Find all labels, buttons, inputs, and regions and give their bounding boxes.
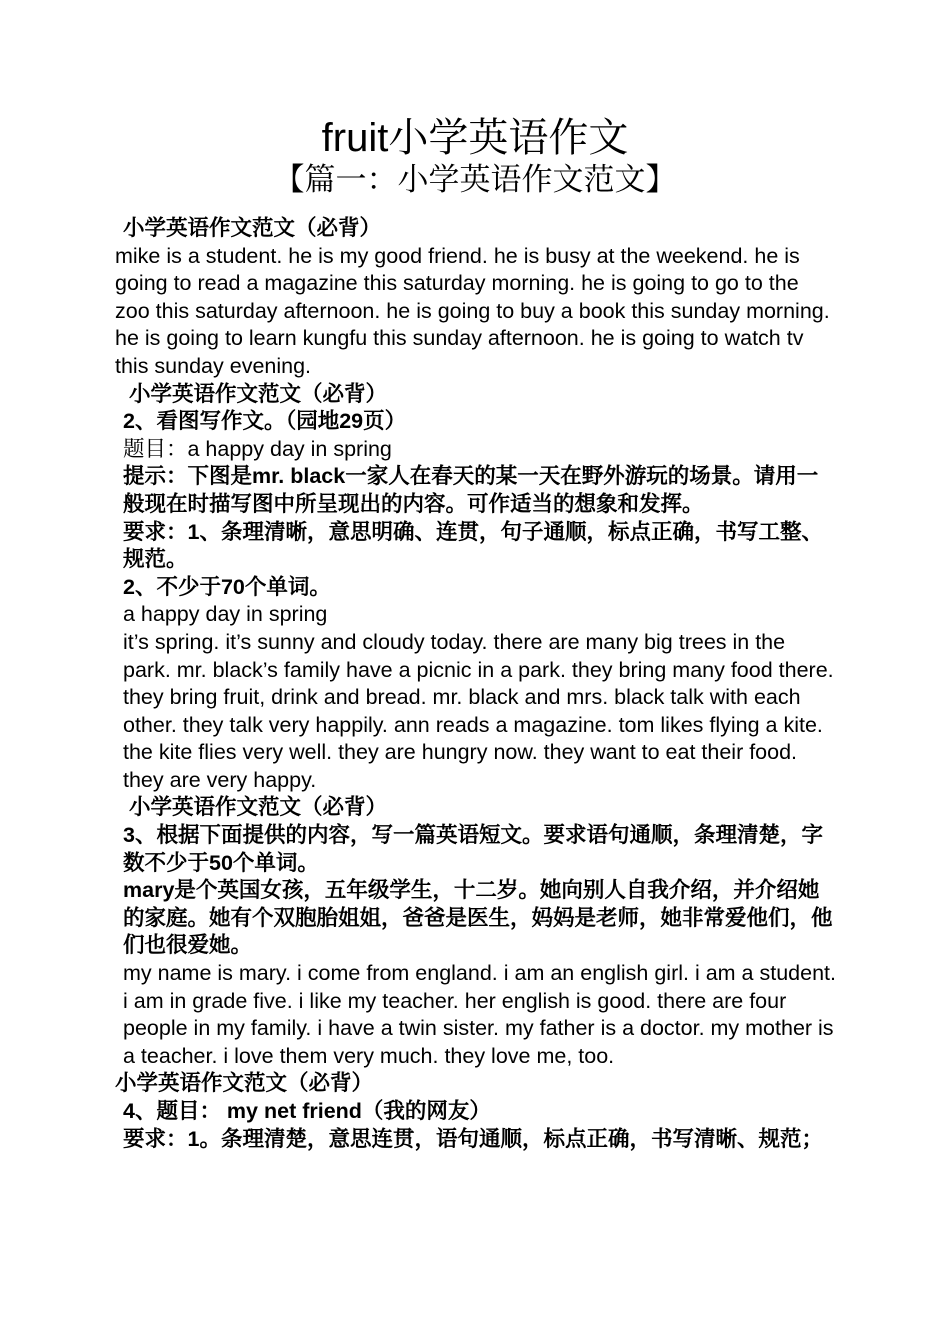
section-heading: 小学英语作文范文（必背）: [123, 216, 382, 240]
section-heading: 小学英语作文范文（必背）: [129, 381, 388, 406]
section-heading: 小学英语作文范文（必背）: [115, 1071, 374, 1096]
task-line: 3、根据下面提供的内容，写一篇英语短文。要求语句通顺，条理清楚，字数不少于50个单词。: [123, 823, 823, 875]
requirement-line: 要求：1、条理清晰，意思明确、连贯，句子通顺，标点正确，书写工整、规范。: [123, 519, 823, 572]
essay-paragraph: my name is mary. i come from england. i am an english girl. i am a student. i am in grade five. i like my teacher. her english is good. there are four people in my family. i have a twin sister. my father is a doctor. my mother is a teacher. i love them very much. they love me, too.: [123, 961, 836, 1068]
task-line: 4、题目： my net friend（我的网友）: [123, 1099, 491, 1123]
document-subtitle: 【篇一：小学英语作文范文】: [273, 162, 677, 197]
task-line: 2、看图写作文。（园地29页）: [123, 409, 407, 434]
requirement-line: 要求：1。条理清楚，意思连贯，语句通顺，标点正确，书写清晰、规范；: [123, 1126, 823, 1151]
requirement-line: 2、不少于70个单词。: [123, 574, 331, 599]
essay-paragraph: mike is a student. he is my good friend. he is busy at the weekend. he is going to read a magazine this saturday morning. he is going to go to the zoo this saturday afternoon. he is going to buy a book this sunday morning. he is going to learn kungfu this sunday afternoon. he is going to watch tv this sunday evening.: [115, 243, 830, 378]
essay-paragraph: it’s spring. it’s sunny and cloudy today. there are many big trees in the park. mr. black’s family have a picnic in a park. they bring many food there. they bring fruit, drink and bread. mr. black and mrs. black talk with each other. they talk very happily. ann reads a magazine. tom likes flying a kite. the kite flies very well. they are hungry now. they want to eat their food. they are very happy.: [123, 629, 834, 792]
document-body: [115, 215, 837, 1153]
topic-line: 题目：a happy day in spring: [123, 436, 392, 461]
essay-title: a happy day in spring: [123, 602, 328, 627]
hint-line: mary是个英国女孩，五年级学生，十二岁。她向别人自我介绍，并介绍她的家庭。她有个双胞胎姐姐，爸爸是医生，妈妈是老师，她非常爱他们，他们也很爱她。: [123, 878, 833, 958]
hint-line: 提示：下图是mr. black一家人在春天的某一天在野外游玩的场景。请用一般现在时描写图中所呈现出的内容。可作适当的想象和发挥。: [123, 464, 819, 516]
section-heading: 小学英语作文范文（必背）: [129, 795, 388, 820]
document-title: fruit小学英语作文: [321, 116, 629, 160]
